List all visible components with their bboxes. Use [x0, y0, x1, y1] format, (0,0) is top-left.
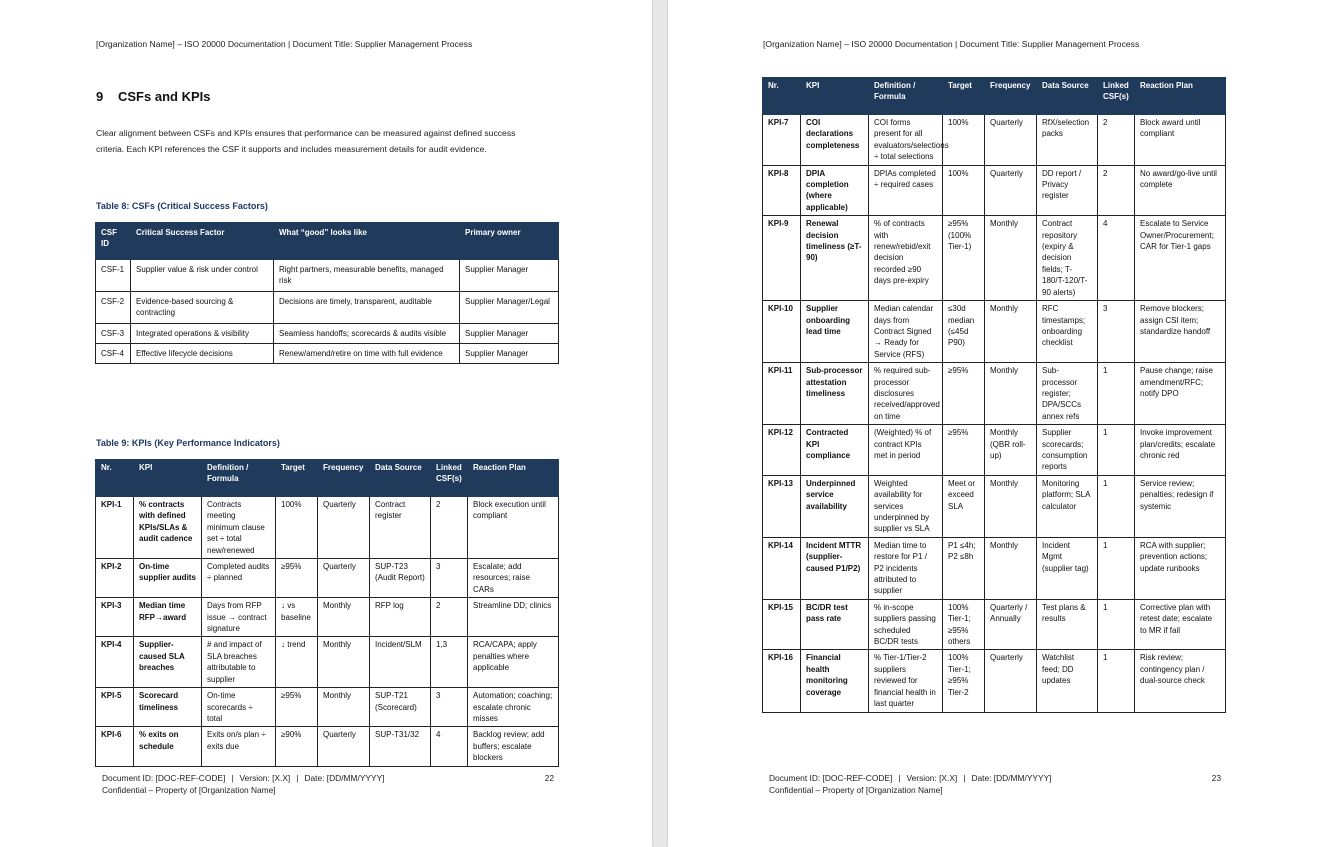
kpi-col-header: Linked CSF(s) [1098, 78, 1135, 115]
section-intro: Clear alignment between CSFs and KPIs ensures that performance can be measured against defined success criteria. Each KPI references the CSF it supports and includes measurement details for audit evidence. [96, 128, 516, 154]
kpi-row [96, 559, 559, 598]
kpi-cell: DD report / Privacy register [1037, 165, 1098, 216]
kpi-header-row [763, 78, 1226, 115]
kpi-cell: Watchlist feed; DD updates [1037, 650, 1098, 712]
page-23 [668, 0, 1321, 847]
kpi-cell: (Weighted) % of contract KPIs met in period [869, 425, 943, 476]
kpi-row [763, 650, 1226, 712]
kpi-cell: ↓ vs baseline [276, 598, 318, 637]
csf-cell: CSF-4 [96, 344, 131, 364]
kpi-row [763, 115, 1226, 166]
kpi-table-caption: Table 9: KPIs (Key Performance Indicators) [96, 438, 280, 448]
kpi-cell: Exits on/s plan ÷ exits due [202, 727, 276, 766]
kpi-cell: 1 [1098, 475, 1135, 537]
kpi-cell: On-time scorecards ÷ total [202, 688, 276, 727]
kpi-cell: 2 [1098, 165, 1135, 216]
kpi-cell: COI declarations completeness [801, 115, 869, 166]
kpi-col-header: KPI [801, 78, 869, 115]
kpi-cell: Sub-processor attestation timeliness [801, 363, 869, 425]
csf-col-header: Primary owner [460, 223, 559, 260]
footer-version: Version: [X.X] [239, 773, 291, 783]
kpi-cell: 3 [431, 688, 468, 727]
csf-cell: CSF-2 [96, 291, 131, 323]
kpi-cell: KPI-10 [763, 301, 801, 363]
kpi-cell: Incident MTTR (supplier-caused P1/P2) [801, 537, 869, 599]
kpi-col-header: Linked CSF(s) [431, 460, 468, 497]
kpi-col-header: Data Source [370, 460, 431, 497]
kpi-cell: Contracts meeting minimum clause set ÷ total new/renewed [202, 497, 276, 559]
kpi-table-page1 [95, 459, 559, 767]
kpi-cell: Incident Mgmt (supplier tag) [1037, 537, 1098, 599]
kpi-cell: Quarterly [318, 727, 370, 766]
kpi-col-header: KPI [134, 460, 202, 497]
csf-col-header: What “good” looks like [274, 223, 460, 260]
kpi-col-header: Nr. [763, 78, 801, 115]
kpi-cell: Remove blockers; assign CSI item; standardize handoff [1135, 301, 1226, 363]
kpi-cell: ≥90% [276, 727, 318, 766]
kpi-cell: Service review; penalties; redesign if systemic [1135, 475, 1226, 537]
kpi-row [763, 599, 1226, 650]
kpi-cell: KPI-11 [763, 363, 801, 425]
kpi-cell: Contract repository (expiry & decision fields; T-180/T-120/T-90 alerts) [1037, 216, 1098, 301]
kpi-col-header: Reaction Plan [1135, 78, 1226, 115]
kpi-cell: Corrective plan with retest date; escalate to MR if fail [1135, 599, 1226, 650]
csf-cell: Supplier Manager/Legal [460, 291, 559, 323]
kpi-cell: KPI-12 [763, 425, 801, 476]
kpi-table-page2 [762, 77, 1226, 713]
kpi-cell: Scorecard timeliness [134, 688, 202, 727]
kpi-cell: Monthly [985, 475, 1037, 537]
kpi-cell: % contracts with defined KPIs/SLAs & audit cadence [134, 497, 202, 559]
footer-version: Version: [X.X] [906, 773, 958, 783]
kpi-cell: KPI-7 [763, 115, 801, 166]
kpi-row [96, 497, 559, 559]
kpi-cell: KPI-3 [96, 598, 134, 637]
kpi-cell: Median calendar days from Contract Signed → Ready for Service (RFS) [869, 301, 943, 363]
csf-cell: Right partners, measurable benefits, managed risk [274, 260, 460, 292]
page-header: [Organization Name] – ISO 20000 Documentation | Document Title: Supplier Management Process [96, 39, 473, 49]
kpi-cell: Monthly [318, 637, 370, 688]
kpi-row [96, 727, 559, 766]
csf-cell: CSF-1 [96, 260, 131, 292]
csf-row [96, 344, 559, 364]
kpi-cell: P1 ≤4h; P2 ≤8h [943, 537, 985, 599]
kpi-cell: 2 [431, 497, 468, 559]
kpi-cell: % exits on schedule [134, 727, 202, 766]
kpi-cell: Contract register [370, 497, 431, 559]
kpi-col-header: Nr. [96, 460, 134, 497]
kpi-cell: 100% Tier-1; ≥95% Tier-2 [943, 650, 985, 712]
kpi-cell: RfX/selection packs [1037, 115, 1098, 166]
csf-table [95, 222, 559, 364]
kpi-cell: ↓ trend [276, 637, 318, 688]
kpi-cell: Invoke improvement plan/credits; escalate chronic red [1135, 425, 1226, 476]
kpi-col-header: Definition / Formula [869, 78, 943, 115]
kpi-cell: Monthly [985, 537, 1037, 599]
kpi-cell: Quarterly [985, 165, 1037, 216]
kpi-cell: ≤30d median (≤45d P90) [943, 301, 985, 363]
kpi-cell: RCA/CAPA; apply penalties where applicable [468, 637, 559, 688]
kpi-cell: Supplier scorecards; consumption reports [1037, 425, 1098, 476]
kpi-cell: SUP-T21 (Scorecard) [370, 688, 431, 727]
kpi-cell: KPI-8 [763, 165, 801, 216]
kpi-cell: Median time to restore for P1 / P2 incidents attributed to supplier [869, 537, 943, 599]
kpi-cell: ≥95% [943, 363, 985, 425]
kpi-cell: On-time supplier audits [134, 559, 202, 598]
kpi-row [763, 425, 1226, 476]
kpi-cell: Monthly [318, 688, 370, 727]
kpi-cell: Quarterly [318, 497, 370, 559]
page-footer: Document ID: [DOC-REF-CODE] | Version: [X.X] | Date: [DD/MM/YYYY] Confidential – Property of [Organization Name] 23 [769, 773, 1221, 796]
csf-cell: Seamless handoffs; scorecards & audits visible [274, 323, 460, 343]
kpi-cell: 3 [431, 559, 468, 598]
csf-cell: Supplier value & risk under control [131, 260, 274, 292]
kpi-cell: ≥95% [276, 688, 318, 727]
footer-doc-id: Document ID: [DOC-REF-CODE] [769, 773, 893, 783]
footer-date: Date: [DD/MM/YYYY] [304, 773, 385, 783]
kpi-cell: KPI-9 [763, 216, 801, 301]
page-number: 22 [544, 773, 554, 783]
kpi-row [96, 598, 559, 637]
kpi-cell: RFC timestamps; onboarding checklist [1037, 301, 1098, 363]
csf-cell: Decisions are timely, transparent, auditable [274, 291, 460, 323]
kpi-row [763, 537, 1226, 599]
kpi-cell: Block award until compliant [1135, 115, 1226, 166]
kpi-cell: SUP-T31/32 [370, 727, 431, 766]
kpi-cell: Financial health monitoring coverage [801, 650, 869, 712]
kpi-col-header: Target [943, 78, 985, 115]
kpi-cell: BC/DR test pass rate [801, 599, 869, 650]
kpi-cell: Backlog review; add buffers; escalate blockers [468, 727, 559, 766]
kpi-col-header: Data Source [1037, 78, 1098, 115]
footer-doc-id: Document ID: [DOC-REF-CODE] [102, 773, 226, 783]
kpi-cell: SUP-T23 (Audit Report) [370, 559, 431, 598]
csf-cell: Supplier Manager [460, 260, 559, 292]
kpi-cell: 2 [1098, 115, 1135, 166]
kpi-row [763, 165, 1226, 216]
kpi-cell: Supplier-caused SLA breaches [134, 637, 202, 688]
kpi-cell: % in-scope suppliers passing scheduled BC/DR tests [869, 599, 943, 650]
kpi-header-row [96, 460, 559, 497]
section-title: CSFs and KPIs [118, 89, 211, 104]
kpi-cell: 100% [943, 165, 985, 216]
kpi-cell: Streamline DD; clinics [468, 598, 559, 637]
section-number: 9 [96, 89, 104, 104]
kpi-cell: Underpinned service availability [801, 475, 869, 537]
kpi-cell: 1 [1098, 537, 1135, 599]
kpi-col-header: Target [276, 460, 318, 497]
kpi-cell: 100% [276, 497, 318, 559]
kpi-cell: Incident/SLM [370, 637, 431, 688]
kpi-cell: Weighted availability for services underpinned by supplier vs SLA [869, 475, 943, 537]
kpi-cell: % Tier-1/Tier-2 suppliers reviewed for financial health in last quarter [869, 650, 943, 712]
kpi-cell: 4 [1098, 216, 1135, 301]
kpi-col-header: Definition / Formula [202, 460, 276, 497]
kpi-cell: KPI-6 [96, 727, 134, 766]
kpi-cell: Completed audits ÷ planned [202, 559, 276, 598]
csf-col-header: CSF ID [96, 223, 131, 260]
kpi-cell: Meet or exceed SLA [943, 475, 985, 537]
kpi-col-header: Frequency [985, 78, 1037, 115]
kpi-row [763, 216, 1226, 301]
kpi-cell: KPI-13 [763, 475, 801, 537]
kpi-cell: Contracted KPI compliance [801, 425, 869, 476]
csf-row [96, 323, 559, 343]
kpi-cell: Automation; coaching; escalate chronic misses [468, 688, 559, 727]
kpi-cell: KPI-5 [96, 688, 134, 727]
kpi-cell: KPI-2 [96, 559, 134, 598]
csf-row [96, 291, 559, 323]
kpi-cell: KPI-1 [96, 497, 134, 559]
footer-confidential: Confidential – Property of [Organization Name] [769, 785, 943, 796]
kpi-cell: Monthly (QBR roll-up) [985, 425, 1037, 476]
kpi-cell: Pause change; raise amendment/RFC; notify DPO [1135, 363, 1226, 425]
kpi-cell: Quarterly [318, 559, 370, 598]
kpi-cell: DPIA completion (where applicable) [801, 165, 869, 216]
kpi-cell: Escalate; add resources; raise CARs [468, 559, 559, 598]
kpi-cell: KPI-4 [96, 637, 134, 688]
kpi-cell: COI forms present for all evaluators/selections ÷ total selections [869, 115, 943, 166]
kpi-cell: 4 [431, 727, 468, 766]
kpi-row [96, 637, 559, 688]
kpi-cell: Monitoring platform; SLA calculator [1037, 475, 1098, 537]
kpi-cell: Block execution until compliant [468, 497, 559, 559]
kpi-cell: KPI-15 [763, 599, 801, 650]
page-number: 23 [1211, 773, 1221, 783]
kpi-cell: Risk review; contingency plan / dual-source check [1135, 650, 1226, 712]
kpi-row [96, 688, 559, 727]
csf-cell: Effective lifecycle decisions [131, 344, 274, 364]
kpi-cell: DPIAs completed ÷ required cases [869, 165, 943, 216]
csf-header-row [96, 223, 559, 260]
kpi-row [763, 363, 1226, 425]
csf-cell: Renew/amend/retire on time with full evidence [274, 344, 460, 364]
kpi-cell: 2 [431, 598, 468, 637]
page-header: [Organization Name] – ISO 20000 Documentation | Document Title: Supplier Management Process [763, 39, 1140, 49]
kpi-cell: Monthly [985, 301, 1037, 363]
footer-date: Date: [DD/MM/YYYY] [971, 773, 1052, 783]
kpi-cell: 3 [1098, 301, 1135, 363]
csf-row [96, 260, 559, 292]
footer-confidential: Confidential – Property of [Organization Name] [102, 785, 276, 796]
kpi-cell: Monthly [985, 363, 1037, 425]
kpi-cell: RCA with supplier; prevention actions; update runbooks [1135, 537, 1226, 599]
kpi-cell: % required sub-processor disclosures received/approved on time [869, 363, 943, 425]
kpi-cell: ≥95% [943, 425, 985, 476]
csf-cell: Supplier Manager [460, 344, 559, 364]
kpi-cell: % of contracts with renew/rebid/exit decision recorded ≥90 days pre-expiry [869, 216, 943, 301]
kpi-cell: KPI-16 [763, 650, 801, 712]
kpi-cell: Test plans & results [1037, 599, 1098, 650]
kpi-cell: KPI-14 [763, 537, 801, 599]
kpi-col-header: Reaction Plan [468, 460, 559, 497]
page-footer: Document ID: [DOC-REF-CODE] | Version: [X.X] | Date: [DD/MM/YYYY] Confidential – Property of [Organization Name] 22 [102, 773, 554, 796]
kpi-cell: ≥95% (100% Tier-1) [943, 216, 985, 301]
kpi-row [763, 301, 1226, 363]
kpi-cell: 100% Tier-1; ≥95% others [943, 599, 985, 650]
kpi-cell: 1 [1098, 599, 1135, 650]
csf-cell: Evidence-based sourcing & contracting [131, 291, 274, 323]
kpi-cell: Escalate to Service Owner/Procurement; CAR for Tier-1 gaps [1135, 216, 1226, 301]
kpi-cell: Quarterly [985, 650, 1037, 712]
kpi-cell: 1 [1098, 650, 1135, 712]
kpi-cell: RFP log [370, 598, 431, 637]
kpi-cell: Monthly [318, 598, 370, 637]
csf-cell: CSF-3 [96, 323, 131, 343]
kpi-cell: Quarterly / Annually [985, 599, 1037, 650]
kpi-cell: 100% [943, 115, 985, 166]
kpi-cell: Days from RFP issue → contract signature [202, 598, 276, 637]
kpi-cell: 1,3 [431, 637, 468, 688]
csf-cell: Integrated operations & visibility [131, 323, 274, 343]
kpi-cell: Quarterly [985, 115, 1037, 166]
kpi-cell: 1 [1098, 363, 1135, 425]
csf-col-header: Critical Success Factor [131, 223, 274, 260]
kpi-cell: # and impact of SLA breaches attributable to supplier [202, 637, 276, 688]
kpi-cell: ≥95% [276, 559, 318, 598]
kpi-cell: Sub-processor register; DPA/SCCs annex refs [1037, 363, 1098, 425]
csf-table-caption: Table 8: CSFs (Critical Success Factors) [96, 201, 268, 211]
kpi-cell: Supplier onboarding lead time [801, 301, 869, 363]
kpi-cell: Monthly [985, 216, 1037, 301]
kpi-col-header: Frequency [318, 460, 370, 497]
page-22 [0, 0, 652, 847]
kpi-cell: No award/go-live until complete [1135, 165, 1226, 216]
section-heading [96, 89, 210, 104]
kpi-cell: 1 [1098, 425, 1135, 476]
kpi-cell: Renewal decision timeliness (≥T-90) [801, 216, 869, 301]
kpi-cell: Median time RFP→award [134, 598, 202, 637]
kpi-row [763, 475, 1226, 537]
csf-cell: Supplier Manager [460, 323, 559, 343]
